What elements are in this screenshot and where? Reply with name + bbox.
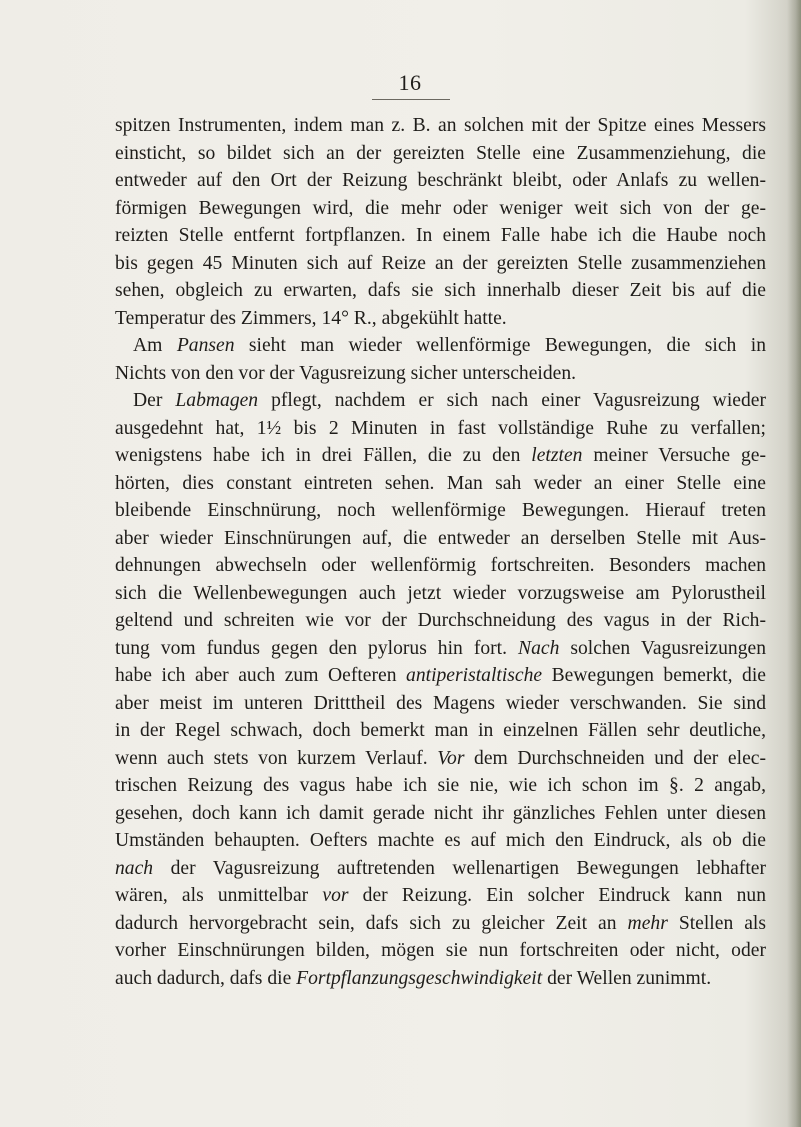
text-line: habe ich aber auch zum Oefteren antiperistaltische Bewegungen bemerkt, die [115, 665, 766, 686]
text-line: entweder auf den Ort der Reizung beschränkt bleibt, oder Anlafs zu wellen- [115, 170, 766, 191]
text-line: aber wieder Einschnürungen auf, die entweder an derselben Stelle mit Aus- [115, 527, 766, 549]
text-line: hörten, dies constant eintreten sehen. Man sah weder an einer Stelle eine [115, 472, 766, 494]
text-line: Am Pansen sieht man wieder wellenförmige Bewegungen, die sich in [133, 335, 767, 356]
emphasis-antiperistaltische: antiperistaltische [406, 665, 543, 686]
text-line: einsticht, so bildet sich an der gereizten Stelle eine Zusammenziehung, die [115, 142, 766, 164]
text-line: vorher Einschnürungen bilden, mögen sie nun fortschreiten oder nicht, oder [115, 940, 766, 961]
text-line: Umständen behaupten. Oefters machte es auf mich den Eindruck, als ob die [115, 830, 766, 851]
text-line: Nichts von den vor der Vagusreizung sicher unterscheiden. [115, 362, 577, 384]
text-line: auch dadurch, dafs die Fortpflanzungsgeschwindigkeit der Wellen zunimmt. [115, 967, 712, 989]
text-line: spitzen Instrumenten, indem man z. B. an solchen mit der Spitze eines Messers [115, 115, 766, 136]
page-edge-shadow [787, 0, 801, 1127]
emphasis-fortpflanzungsgeschwindigkeit: Fortpflanzungsgeschwindigkeit [296, 967, 543, 989]
text-line: förmigen Bewegungen wird, die mehr oder weniger weit sich von der ge- [115, 197, 766, 219]
text-line: bis gegen 45 Minuten sich auf Reize an der gereizten Stelle zusammenziehen [115, 252, 766, 274]
text-line: wären, als unmittelbar vor der Reizung. Ein solcher Eindruck kann nun [115, 885, 766, 906]
text-line: sehen, obgleich zu erwarten, dafs sie sich innerhalb dieser Zeit bis auf die [115, 280, 766, 301]
text-line: wenigstens habe ich in drei Fällen, die zu den letzten meiner Versuche ge- [115, 445, 766, 466]
text-line: Der Labmagen pflegt, nachdem er sich nach einer Vagusreizung wieder [133, 390, 766, 411]
emphasis-mehr: mehr [627, 912, 668, 934]
text-line: reizten Stelle entfernt fortpflanzen. In einem Falle habe ich die Haube noch [115, 225, 766, 246]
text-line: tung vom fundus gegen den pylorus hin fort. Nach solchen Vagusreizungen [115, 637, 766, 659]
text-line: wenn auch stets von kurzem Verlauf. Vor dem Durchschneiden und der elec- [115, 747, 766, 769]
text-line: sich die Wellenbewegungen auch jetzt wieder vorzugsweise am Pylorustheil [115, 582, 766, 604]
text-line: dadurch hervorgebracht sein, dafs sich zu gleicher Zeit an mehr Stellen als [115, 912, 766, 934]
emphasis-vor: Vor [437, 747, 465, 769]
page-number-rule [372, 99, 450, 100]
emphasis-labmagen: Labmagen [175, 390, 259, 411]
emphasis-pansen: Pansen [176, 335, 235, 356]
text-line: aber meist im unteren Dritttheil des Magens wieder verschwanden. Sie sind [115, 692, 766, 714]
text-line: nach der Vagusreizung auftretenden wellenartigen Bewegungen lebhafter [115, 857, 766, 879]
emphasis-nach: Nach [518, 637, 560, 659]
text-line: ausgedehnt hat, 1½ bis 2 Minuten in fast vollständige Ruhe zu verfallen; [115, 417, 766, 439]
text-line: gesehen, doch kann ich damit gerade nicht ihr gänzliches Fehlen unter diesen [115, 802, 766, 824]
emphasis-vor: vor [322, 885, 349, 906]
emphasis-letzten: letzten [531, 445, 583, 466]
page-number: 16 [398, 70, 422, 95]
text-line: Temperatur des Zimmers, 14° R., abgekühlt hatte. [115, 307, 507, 329]
body-text [115, 112, 766, 992]
text-line: trischen Reizung des vagus habe ich sie nie, wie ich schon im §. 2 angab, [115, 775, 766, 796]
emphasis-nach: nach [115, 857, 154, 879]
text-line: geltend und schreiten wie vor der Durchschneidung des vagus in der Rich- [115, 610, 766, 631]
text-line: in der Regel schwach, doch bemerkt man in einzelnen Fällen sehr deutliche, [115, 720, 766, 741]
text-line: dehnungen abwechseln oder wellenförmig fortschreiten. Besonders machen [115, 555, 766, 576]
text-line: bleibende Einschnürung, noch wellenförmige Bewegungen. Hierauf treten [115, 500, 766, 521]
